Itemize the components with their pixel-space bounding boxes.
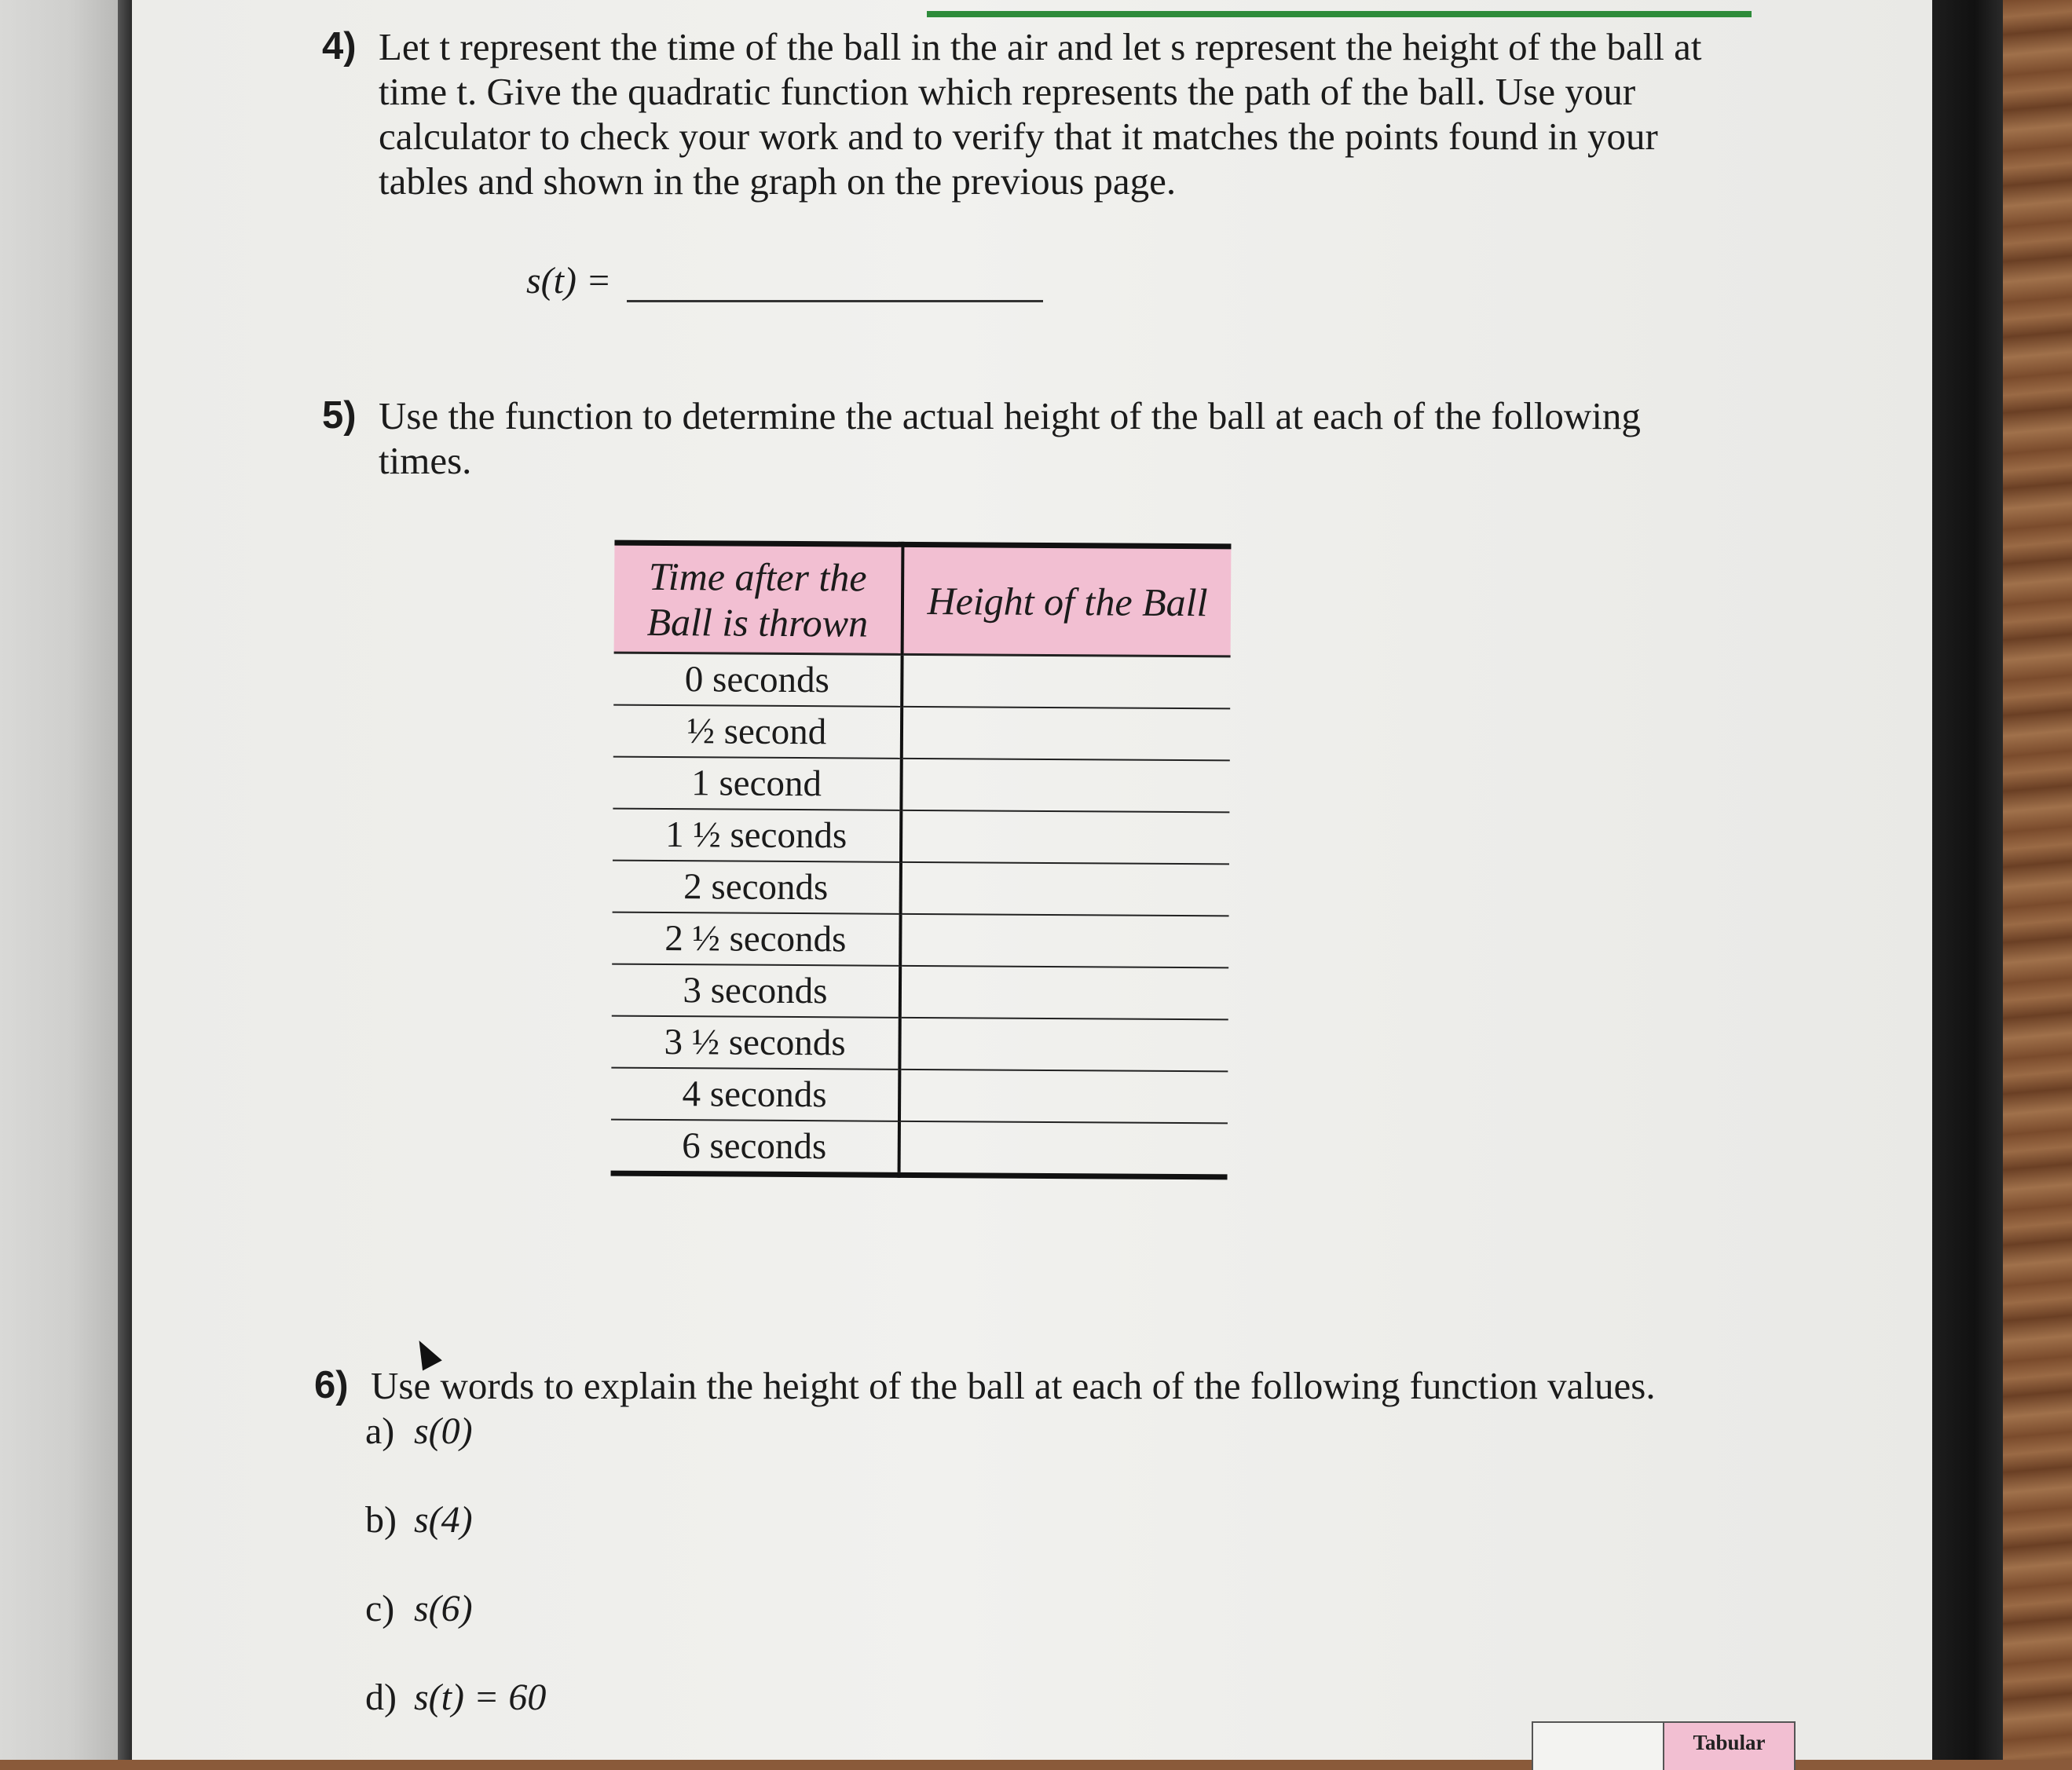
sub-item-c: [365, 1587, 473, 1630]
monitor-bezel-right: [1932, 0, 2003, 1760]
sub-item-expr: s(6): [414, 1588, 473, 1629]
page-left-margin: [0, 0, 118, 1760]
question-4: [322, 24, 1736, 203]
time-cell: 2 ½ seconds: [612, 912, 900, 966]
sub-item-letter: a): [365, 1410, 395, 1452]
table-row: [611, 1120, 1228, 1177]
monitor-bezel-left: [118, 0, 132, 1760]
time-cell: 1 second: [613, 757, 901, 810]
time-cell: ½ second: [613, 705, 902, 759]
answer-blank[interactable]: [627, 262, 1043, 302]
time-cell: 4 seconds: [611, 1068, 899, 1121]
blank-tab[interactable]: [1532, 1721, 1664, 1770]
table-row: [613, 653, 1230, 708]
question-4-number: 4): [322, 25, 357, 68]
table-row: [612, 964, 1228, 1020]
height-cell[interactable]: [899, 1018, 1228, 1072]
sub-item-b: [365, 1498, 473, 1541]
question-5-number: 5): [322, 394, 357, 437]
time-cell: 3 seconds: [612, 964, 900, 1018]
height-cell[interactable]: [901, 862, 1229, 916]
header-height: Height of the Ball: [902, 544, 1232, 656]
height-cell[interactable]: [901, 810, 1229, 865]
height-cell[interactable]: [900, 966, 1228, 1020]
question-5: [322, 393, 1736, 483]
height-cell[interactable]: [899, 1121, 1228, 1177]
height-table: [611, 540, 1232, 1180]
table-row: [613, 809, 1229, 865]
sub-item-expr: s(t) = 60: [414, 1677, 547, 1718]
time-cell: 3 ½ seconds: [611, 1016, 899, 1070]
time-cell: 6 seconds: [611, 1120, 899, 1176]
sub-item-letter: d): [365, 1677, 397, 1718]
sub-item-expr: s(0): [414, 1410, 473, 1452]
question-6-number: 6): [314, 1364, 349, 1406]
top-green-rule: [927, 11, 1752, 17]
sub-item-expr: s(4): [414, 1499, 473, 1541]
sub-item-letter: c): [365, 1588, 395, 1629]
tabular-tab[interactable]: Tabular: [1663, 1721, 1796, 1770]
sub-item-a: [365, 1410, 473, 1453]
sub-item-letter: b): [365, 1499, 397, 1541]
sub-item-d: [365, 1676, 546, 1719]
table-row: [613, 861, 1229, 916]
question-6: [314, 1362, 1728, 1408]
question-6-text: Use words to explain the height of the ball at each of the following function values.: [371, 1364, 1656, 1407]
time-cell: 1 ½ seconds: [613, 809, 901, 862]
desk-background: [2003, 0, 2072, 1760]
table-row: [611, 1068, 1228, 1124]
header-time: Time after the Ball is thrown: [614, 543, 903, 654]
height-cell[interactable]: [899, 1070, 1228, 1124]
answer-line: [526, 259, 1043, 302]
time-cell: 0 seconds: [613, 653, 902, 707]
height-cell[interactable]: [901, 759, 1229, 813]
table-row: [613, 705, 1230, 761]
answer-label: s(t) =: [526, 260, 612, 302]
table-row: [613, 757, 1229, 813]
height-cell[interactable]: [900, 914, 1228, 968]
question-5-text: Use the function to determine the actual height of the ball at each of the following times.: [379, 394, 1641, 482]
table-row: [611, 1016, 1228, 1072]
time-cell: 2 seconds: [613, 861, 901, 914]
question-4-text: Let t represent the time of the ball in the air and let s represent the height of the ball at time t. Give the quadratic function which represents the path of the ball. Use your calculator to check your work and to verify that it matches the points found in your tables and shown in the graph on the previous page.: [379, 25, 1702, 203]
height-cell[interactable]: [902, 707, 1230, 761]
height-cell[interactable]: [902, 654, 1230, 708]
table-row: [612, 912, 1228, 968]
